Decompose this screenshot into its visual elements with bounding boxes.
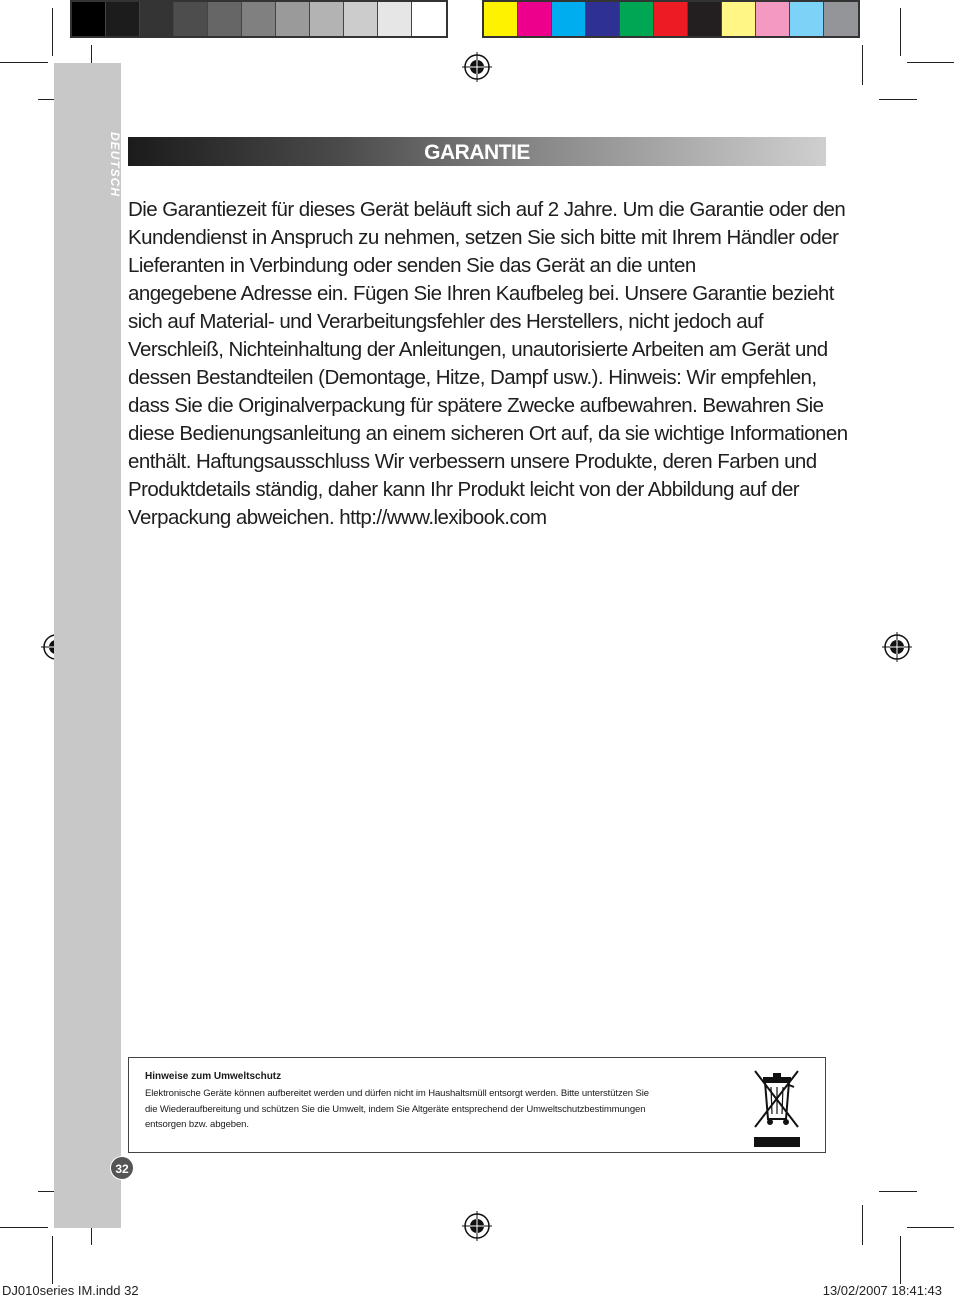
registration-mark-top-icon [462, 52, 492, 82]
language-sidebar [54, 63, 121, 1228]
environment-notice-box [128, 1057, 826, 1153]
text-line: Die Garantiezeit für dieses Gerät beläuft sich auf 2 Jahre. Um die Garantie oder den [128, 198, 846, 221]
text-line: diese Bedienungsanleitung an einem sicheren Ort auf, da sie wichtige Informationen [128, 422, 848, 445]
gray-swatch [378, 2, 412, 36]
color-swatch [722, 2, 756, 36]
gray-swatch [344, 2, 378, 36]
grayscale-bar [70, 0, 448, 38]
text-line: sich auf Material- und Verarbeitungsfehler des Herstellers, nicht jedoch auf [128, 310, 764, 333]
text-line: Verschleiß, Nichteinhaltung der Anleitungen, unautorisierte Arbeiten am Gerät und [128, 338, 828, 361]
language-label: DEUTSCH [108, 132, 122, 198]
notice-line: die Wiederaufbereitung und schützen Sie die Umwelt, indem Sie Altgeräte entsprechend der Umweltschutzbestimmungen [145, 1103, 646, 1115]
notice-line: entsorgen bzw. abgeben. [145, 1119, 249, 1130]
color-swatch [620, 2, 654, 36]
text-line: angegebene Adresse ein. Fügen Sie Ihren Kaufbeleg bei. Unsere Garantie bezieht [128, 282, 834, 305]
text-line: Lieferanten in Verbindung oder senden Sie das Gerät an die unten [128, 254, 696, 277]
gray-swatch [310, 2, 344, 36]
color-swatch [518, 2, 552, 36]
color-swatch [552, 2, 586, 36]
text-line: enthält. Haftungsausschluss Wir verbessern unsere Produkte, deren Farben und [128, 450, 817, 473]
gray-swatch [412, 2, 446, 36]
text-line: dessen Bestandteilen (Demontage, Hitze, Dampf usw.). Hinweis: Wir empfehlen, [128, 366, 817, 389]
color-swatch [824, 2, 858, 36]
warranty-text [128, 196, 848, 532]
gray-swatch [72, 2, 106, 36]
color-swatch [654, 2, 688, 36]
text-line: dass Sie die Originalverpackung für spätere Zwecke aufbewahren. Bewahren Sie [128, 394, 824, 417]
text-line: Produktdetails ständig, daher kann Ihr Produkt leicht von der Abbildung auf der [128, 478, 800, 501]
footer-file-name: DJ010series IM.indd 32 [2, 1283, 139, 1298]
gray-swatch [140, 2, 174, 36]
gray-swatch [242, 2, 276, 36]
color-swatch [756, 2, 790, 36]
text-line: Kundendienst in Anspruch zu nehmen, setzen Sie sich bitte mit Ihrem Händler oder [128, 226, 839, 249]
color-bar [482, 0, 860, 38]
crossed-out-wheelie-bin-icon [749, 1067, 804, 1147]
registration-mark-right-icon [882, 632, 912, 662]
footer-timestamp: 13/02/2007 18:41:43 [822, 1283, 942, 1298]
notice-title: Hinweise zum Umweltschutz [145, 1071, 282, 1082]
notice-text [145, 1086, 725, 1133]
registration-mark-bottom-icon [462, 1211, 492, 1241]
gray-swatch [208, 2, 242, 36]
color-swatch [790, 2, 824, 36]
gray-swatch [106, 2, 140, 36]
color-swatch [688, 2, 722, 36]
page-number-badge: 32 [110, 1156, 134, 1180]
gray-swatch [174, 2, 208, 36]
color-swatch [484, 2, 518, 36]
gray-swatch [276, 2, 310, 36]
color-swatch [586, 2, 620, 36]
notice-line: Elektronische Geräte können aufbereitet werden und dürfen nicht im Haushaltsmüll entsorgt werden. Bitte unterstützen Sie [145, 1088, 649, 1099]
section-heading: GARANTIE [424, 141, 530, 164]
text-line: Verpackung abweichen. http://www.lexibook.com [128, 506, 547, 529]
